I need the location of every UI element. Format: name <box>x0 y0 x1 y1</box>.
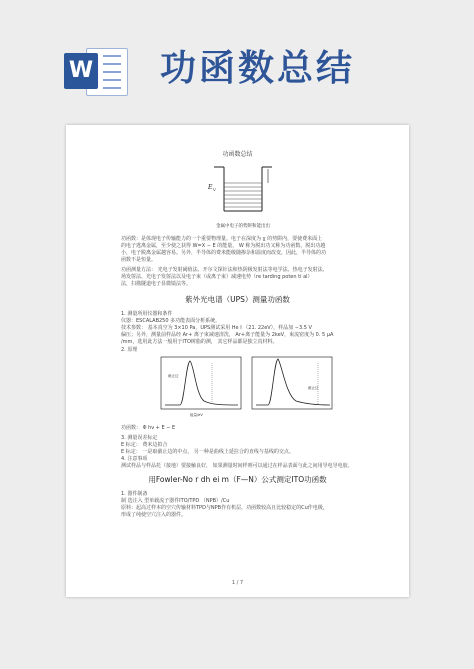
s1-line5: /mm，选用此方法一般用于ITO树脂的测， 其它样品都是独立真材料。 <box>121 339 278 345</box>
banner-title: 功函数总结 <box>160 48 356 89</box>
document-page <box>66 125 409 597</box>
page-number: 1 / 7 <box>231 580 244 586</box>
s4-line2: 测试样品与样品托（接地）要接触良好， 如果测量时间样则可以通过在样品表面与此之间用导电导电胶。 <box>121 463 353 469</box>
para1-line1: 功函数：是体现电子传输能力的一个重要物理量。电子在深度为 χ 的势阱内，要使费米面上 <box>121 236 323 242</box>
s5-line1: 1. 器件制备 <box>121 491 148 497</box>
ups-spectra-figure <box>160 355 336 419</box>
para1-line2: 的电子逃离金属，至少使之获得 W=X − E 的能量， W 称为脱出功又称为功函数。脱出功越 <box>121 243 326 249</box>
s3-line2: 3. 测量误差标定 <box>121 435 158 441</box>
fig2-right-label: 截止边 <box>308 386 319 390</box>
s5-line4: 形成了纯使空穴注入的器件。 <box>121 512 187 518</box>
fig2-xlabel: 能量/eV <box>190 413 203 417</box>
fig1-caption: 金属中电子的势阱和能出出 <box>216 224 270 229</box>
para1-line4: 函数不是恒量。 <box>121 257 157 263</box>
fig1-ylabel-sub: V <box>213 187 216 192</box>
para2-line2: 场发射法、光电子发射法以及电子束（或离子束）减速电势（re tarding poten ti al） <box>121 274 313 280</box>
s5-line3: 原料：起高过样本的空穴传输材料TPD与NPB作有机层，功函数较高且比较稳定的Cu作电极， <box>121 505 328 511</box>
doc-title: 功函数总结 <box>222 151 253 158</box>
fig2-left-label: 截止边 <box>168 374 179 378</box>
potential-well-figure <box>206 163 276 221</box>
para2-line1: 功函测量方法： 光电子发射阈值法、开尔文探针法和热阴极发射法等电学法、热电子发射法、 <box>121 267 328 273</box>
para1-line3: 小，电子脱离金属越容易。另外，半导体的费米能级随掺杂和温度而改变，因此，半导体的功 <box>121 250 327 256</box>
s1-line1: 1. 测量所用仪器和条件 <box>121 311 173 317</box>
section-heading-ups: 紫外光电谱（UPS）测量功函数 <box>185 295 290 304</box>
s1-line3: 技术参数： 基本真空为 3×10 Pa，UPS测试采用 He I （21. 22eV），样品加 −3.5 V <box>121 325 312 331</box>
para2-line3: 法，扫描隧道电子显微镜法等。 <box>121 281 192 287</box>
s2-heading: 2. 原理 <box>121 347 138 353</box>
fig1-ylabel: E <box>208 184 213 191</box>
s4-line1: 4. 注意事项 <box>121 456 148 462</box>
s3-line4: E 标定： 一是取截止边的中点， 另一种是曲线上延拉合的直线与基线的交点。 <box>121 449 294 455</box>
banner <box>0 0 474 120</box>
s1-line4: 偏压；另外，测量前样品经 Ar+ 离子束减速清洗， Ar+离子能量为 2keV，束流密度为 0. 5 μA <box>121 332 334 338</box>
s3-line1: 功函数： Φ hν + E − E <box>121 425 176 431</box>
word-logo-icon <box>64 45 128 97</box>
word-letter-icon: W <box>64 53 98 89</box>
s5-line2: 制 选注入 型单载流子器件ITO/TPD （NPB）/Cu <box>121 498 230 504</box>
section-heading-fn: 用Fowler-No r dh ei m（F—N）公式测定ITO功函数 <box>148 475 327 484</box>
s1-line2: 仪器：ESCALAB250 多功能表面分析系统。 <box>121 318 221 324</box>
s3-line3: E 标定： 费米边拟合 <box>121 442 168 448</box>
